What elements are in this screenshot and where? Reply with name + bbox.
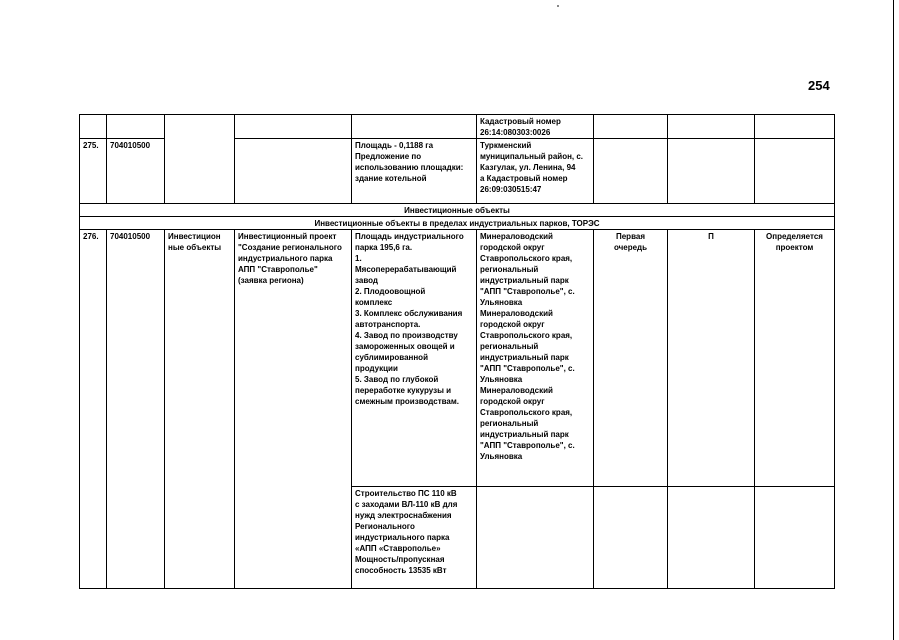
objects-table (79, 114, 835, 589)
cell-category: Инвестицион ные объекты (165, 230, 235, 589)
section-row (80, 204, 835, 217)
cell-determined: Определяется проектом (755, 230, 835, 487)
cell-project (235, 115, 352, 139)
cell-determined (755, 139, 835, 204)
cell-stage: Первая очередь (594, 230, 668, 487)
cell-address: Минераловодский городской округ Ставропольского края, региональный индустриальный парк "АПП "Ставрополье", с. Ульяновка Минераловодский городской округ Ставропольского края, региональный индустриальный парк "АПП "Ставрополье", с. Ульяновка Минераловодский городской округ Ставропольского края, региональный индустриальный парк "АПП "Ставрополье", с. Ульяновка (477, 230, 594, 487)
page-number: 254 (808, 78, 830, 93)
cell-description: Площадь - 0,1188 га Предложение по использованию площадки: здание котельной (352, 139, 477, 204)
table-row (80, 115, 835, 139)
cell-address: Туркменский муниципальный район, с. Казгулак, ул. Ленина, 94 а Кадастровый номер 26:09:030515:47 (477, 139, 594, 204)
cell-project (235, 139, 352, 204)
cell-no: 275. (80, 139, 107, 204)
cell-address (477, 487, 594, 589)
cell-determined (755, 487, 835, 589)
section-row (80, 217, 835, 230)
cell-no (80, 115, 107, 139)
cell-description: Площадь индустриального парка 195,6 га. 1. Мясоперерабатывающий завод 2. Плодоовощной комплекс 3. Комплекс обслуживания автотранспорта. 4. Завод по производству замороженных овощей и сублимированной продукции 5. Завод по глубокой переработке кукурузы и смежным производствам. (352, 230, 477, 487)
cell-project: Инвестиционный проект "Создание регионального индустриального парка АПП "Ставрополье" (заявка региона) (235, 230, 352, 589)
cell-stage (594, 139, 668, 204)
cell-status (668, 115, 755, 139)
cell-code: 704010500 (107, 230, 165, 589)
cell-address: Кадастровый номер 26:14:080303:0026 (477, 115, 594, 139)
cell-determined (755, 115, 835, 139)
cell-stage (594, 487, 668, 589)
table-row (80, 230, 835, 487)
cell-code: 704010500 (107, 139, 165, 204)
cell-status: П (668, 230, 755, 487)
cell-description (352, 115, 477, 139)
section-heading: Инвестиционные объекты (80, 204, 835, 217)
cell-code (107, 115, 165, 139)
cell-status (668, 487, 755, 589)
cell-description: Строительство ПС 110 кВ с заходами ВЛ-110 кВ для нужд электроснабжения Регионального индустриального парка «АПП «Ставрополье» Мощность/пропускная способность 13535 кВт (352, 487, 477, 589)
scan-speck (557, 5, 559, 7)
page-edge (893, 0, 894, 640)
cell-category (165, 115, 235, 204)
cell-no: 276. (80, 230, 107, 589)
section-subheading: Инвестиционные объекты в пределах индустриальных парков, ТОРЭС (80, 217, 835, 230)
cell-status (668, 139, 755, 204)
cell-stage (594, 115, 668, 139)
